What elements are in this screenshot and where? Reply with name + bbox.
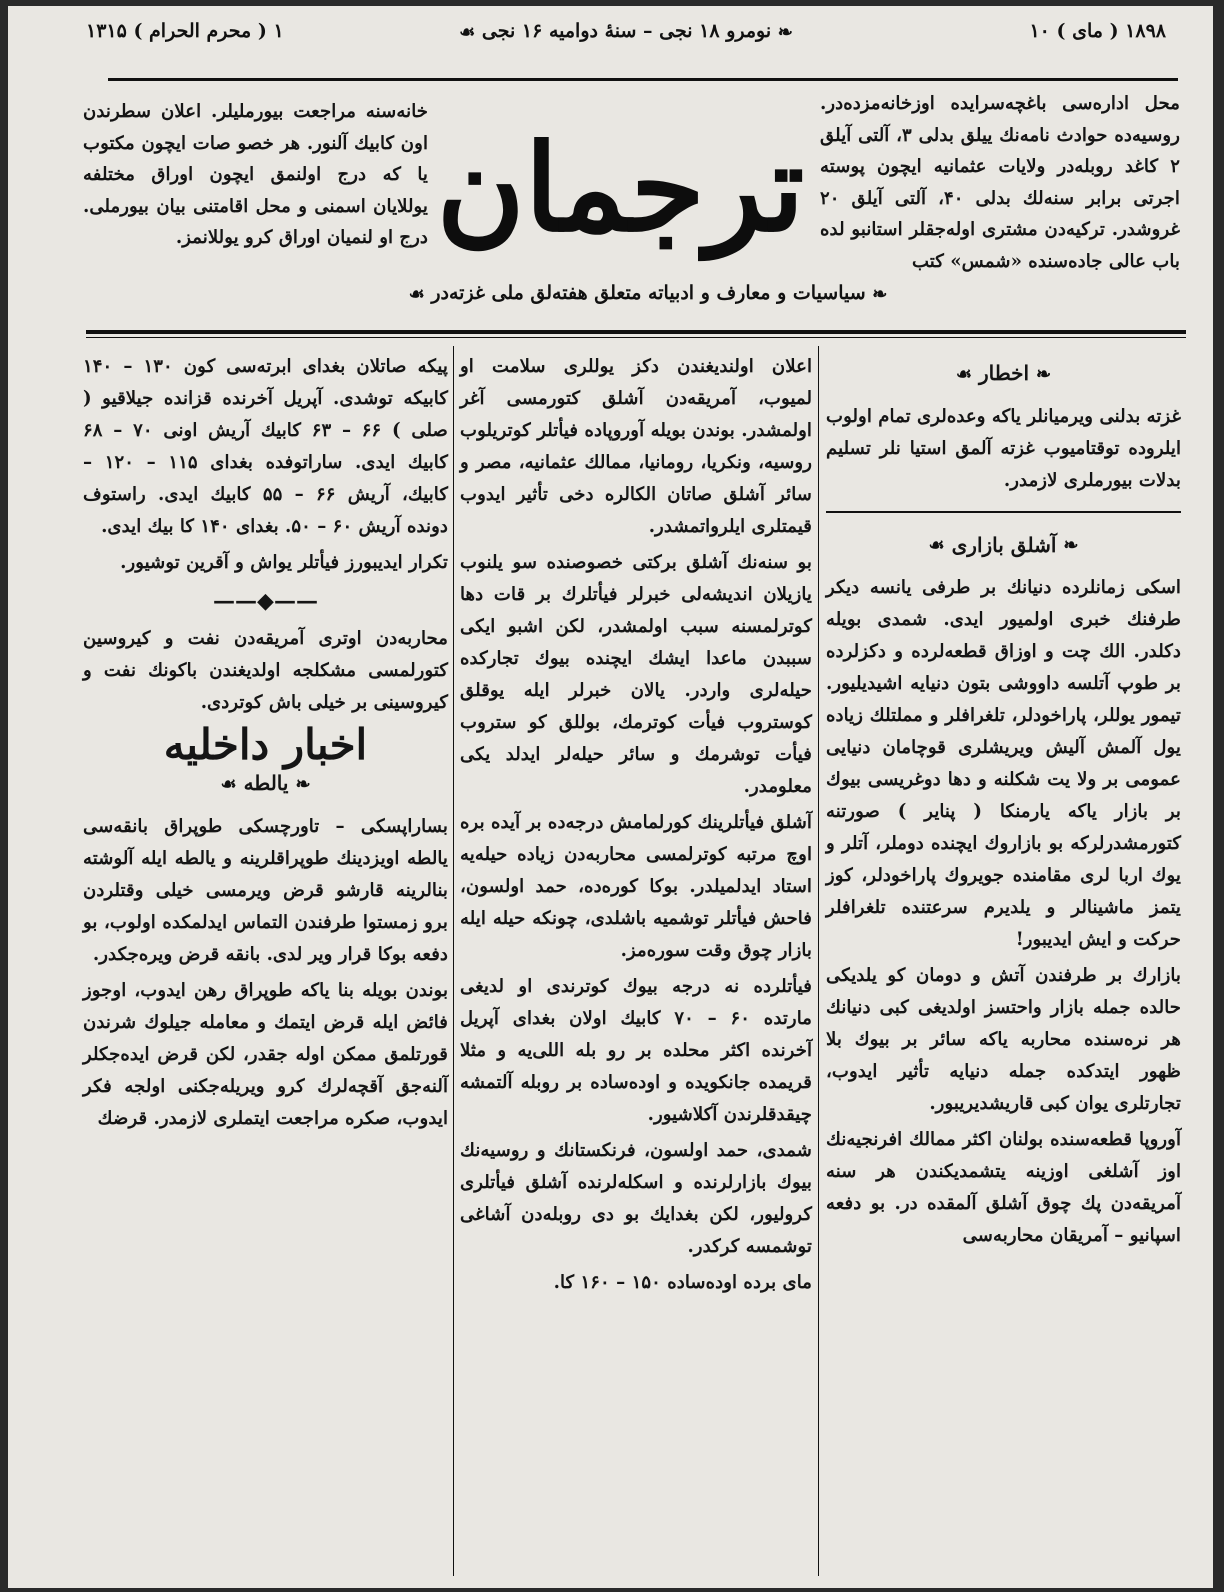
info-left: خانه‌سنه مراجعت بیورملیلر. اعلان سطرندن اون کابیك آلنور. هر خصو صات ایچون مکتوب یا که درج اولنمق ایچون اوراق مختلفه یوللایان اسمنی و محل اقامتنی بیان بیورملی. درج او لنمیان اوراق کرو یوللانمز. [83, 101, 428, 248]
diamond-divider-icon: ——◆—— [213, 588, 318, 614]
paragraph: بساراپسکی – تاورچسکی طوپراق بانقه‌سی یالطه اویزدینك طوپراقلرینه و یالطه ایله آلوشته بنالرینه قارشو قرض ویرمسی خیلی وقتلردن برو زمستوا طرفندن التماس ایدلمکده اولوب، بو دفعه بوکا قرار ویر لدی. بانقه قرض ویره‌جکدر. [83, 815, 448, 965]
fleuron-icon: ☙ [220, 773, 237, 795]
newspaper-page [8, 6, 1213, 1588]
issue-number: نومرو ۱۸ نجی – سنهٔ دوامیه ۱۶ نجی [481, 20, 772, 42]
date-hijri: ۱ ( محرم الحرام ) ۱۳۱۵ [86, 20, 284, 42]
fleuron-icon: ❧ [295, 773, 311, 795]
top-rule [108, 78, 1178, 81]
paragraph: بازارك بر طرفندن آتش و دومان کو یلدیکی حالده جمله بازار واحتسز اولدیغی کبی دنیانك هر نره‌سنده محاربه یاکه سائر بر بیوك بلا ظهور ایتدکده جمله دنیایه تأثیر ایدوب، تجارتلری یوان کبی قاریشدیریبور. [826, 965, 1181, 1114]
date-gregorian: ۱۸۹۸ ( مای ) ۱۰ [1029, 20, 1166, 42]
paragraph: شمدی، حمد اولسون، فرنکستانك و روسیه‌نك بیوك بازارلرنده و اسکله‌لرنده آشلق فیأتلری کرولیور، لکن بغدایك بو دی روبله‌دن آشاغی توشمسه کرکدر. [460, 1140, 812, 1257]
fleuron-icon: ❧ [1036, 363, 1052, 385]
fleuron-icon: ❧ [1063, 535, 1079, 556]
paragraph: پیکه صاتلان بغدای ابرته‌سی کون ۱۳۰ – ۱۴۰ کابیکه توشدی. آپریل آخرنده قزانده جیلاقیو ( صلی ) ۶۶ – ۶۳ کابیك آریش اونی ۷۰ – ۶۸ کابیك ایدی. ساراتوفده بغدای ۱۱۵ – ۱۲۰ – کابیك، آریش ۶۶ – ۵۵ کابیك ایدی. راستوف دونده آریش ۶۰ – ۵۰. بغدای ۱۴۰ کا بیك ایدی. [83, 356, 448, 537]
paragraph: اسکی زمانلرده دنیانك بر طرفی یانسه دیکر طرفنك خبری اولمیور ایدی. شمدی بویله دکلدر. الك چت و اوزاق قطعه‌لرده و دکزلرده بر طوپ آتلسه داووشی بتون دنیایه اشیدیلیور. تیمور یوللر، پاراخودلر، تلغرافلر و مملتلك زیاده یول آلمش آلیش ویریشلری قوچامان دنیایی عمومی بر ولا یت شکلنه و دها دوغریسی بیوك بر بازار یاکه یارمنکا ( پنایر ) صورتنه کتورمشدرلرکه بو بازاروك ایچنده دوملر، آتلر و یوك اربا لری مقامنده جویروك پاراخودلر، کوز یتمز ماشینالر و یلدیرم سرعتنده تلغرافلر حرکت و ایش ایدیبور! [826, 577, 1181, 950]
masthead-rule [86, 330, 1186, 334]
section-heading: اخبار داخلیه [163, 720, 368, 769]
paragraph: مای برده اوده‌ساده ۱۵۰ – ۱۶۰ کا. [553, 1272, 812, 1293]
fleuron-icon: ☙ [955, 363, 973, 385]
subheading: ❧ یالطه ☙ [83, 767, 448, 801]
info-right: محل اداره‌سی باغچه‌سرایده اوزخانه‌مزده‌در. روسیه‌ده حوادث نامه‌نك ییلق بدلی ۳، آلتی آیلق ۲ کاغد روبله‌در ولایات عثمانیه ایچون پوسته اجرتی برابر سنه‌لك بدلی ۴۰، آلتی آیلق ۲۰ غروشدر. ترکیه‌دن مشتری اوله‌جقلر استانبو لده باب عالی جاده‌سنده «شمس» کتب [820, 93, 1180, 272]
notice-heading: ❧ اخطار ☙ [826, 357, 1181, 391]
paragraph: تکرار ایدیبورز فیأتلر یواش و آقرین توشیور. [120, 552, 448, 573]
notice-text: غزته بدلنی ویرمیانلر یاکه وعده‌لری تمام اولوب ایلروده توقتامیوب غزته آلمق استیا نلر تسلیم بدلات بیورملری لازمدر. [826, 405, 1181, 491]
fleuron-icon: ☙ [928, 535, 945, 556]
column-right [826, 351, 1181, 1256]
section-rule [826, 511, 1181, 513]
fleuron-icon: ❧ [777, 21, 793, 43]
paragraph: آشلق فیأتلرینك کورلمامش درجه‌ده بر آیده بره اوچ مرتبه کوترلمسی محاربه‌دن زیاده حیله‌یه استاد ایدلمیلدر. بوکا کوره‌ده، حمد اولسون، فاحش فیأتلر توشمیه باشلدی، چونکه حیله ایله بازار چوق وقت سوره‌مز. [460, 812, 812, 961]
fleuron-icon: ☙ [459, 21, 476, 43]
fleuron-icon: ❧ [872, 283, 888, 305]
subtitle-text: سیاسیات و معارف و ادبیاته متعلق هفته‌لق ملی غزته‌در [431, 282, 866, 304]
column-left [83, 351, 448, 1139]
masthead-subtitle [368, 282, 928, 305]
paragraph: محاربه‌دن اوتری آمریقه‌دن نفت و کیروسین کتورلمسی مشکلجه اولدیغندن باکونك نفت و کیروسینی بر خیلی باش کوتردی. [83, 628, 448, 713]
paragraph: بو سنه‌نك آشلق برکتی خصوصنده سو یلنوب یازیلان اندیشه‌لی خبرلر فیأتلرك بر قات دها کوترلمسنه سبب اولمشدر، لکن اشبو ایکی سببدن ماعدا ایشك ایچنده بیوك تجارکده حیله‌لری واردر. یالان خبرلر ایله یوقلق کوستروب فیأت کوترمك، بوللق کو ستروب فیأت توشرمك و سائر حیله‌لر ایدلد یکی معلومدر. [460, 552, 812, 797]
paragraph: بوندن بویله بنا یاکه طوپراق رهن ایدوب، اوجوز فائض ایله قرض ایتمك و معامله جیلوك شرندن قورتلمق ممکن اوله جقدر، لکن قرض ایده‌جکلر آلنه‌جق آقچه‌لرك کرو ویریله‌جکنی اولجه فکر ایدوب، صکره مراجعت ایتملری لازمدر. قرضك [83, 979, 448, 1129]
dateline [86, 16, 1166, 56]
paragraph: آوروپا قطعه‌سنده بولنان اکثر ممالك افرنجیه‌نك اوز آشلغی اوزینه یتشمدیکندن هر سنه آمریقه‌دن پك چوق آشلق آلمقده در. بو دفعه اسپانیو – آمریقان محاربه‌سی [826, 1129, 1181, 1246]
market-heading: ❧ آشلق بازاری ☙ [826, 529, 1181, 563]
paragraph: فیأتلرده نه درجه بیوك کوترندی او لدیغی مارتده ۶۰ – ۷۰ کابیك اولان بغدای آپریل آخرنده اکثر محلده بر رو بله اللی‌یه و مثلا قریمده جانکویده و اوده‌ساده بر روبله آلتمشه چیقدقلرندن آکلاشیور. [460, 976, 812, 1125]
column-divider [453, 346, 454, 1576]
paragraph: اعلان اولندیغندن دکز یوللری سلامت او لمیوب، آمریقه‌دن آشلق کتورمسی آغر اولمشدر. بوندن بویله آوروپاده فیأتلر کوتریلوب روسیه، ونکریا، رومانیا، ممالك عثمانیه، مصر و سائر آشلق صاتان الکالره دخی تأثیر ایدوب قیمتلری ایلرواتمشدر. [460, 356, 812, 537]
masthead-title: ترجمان [436, 118, 805, 259]
column-middle [460, 351, 812, 1303]
fleuron-icon: ☙ [408, 283, 425, 305]
column-divider [818, 346, 819, 1576]
masthead-rule-thin [86, 337, 1186, 338]
